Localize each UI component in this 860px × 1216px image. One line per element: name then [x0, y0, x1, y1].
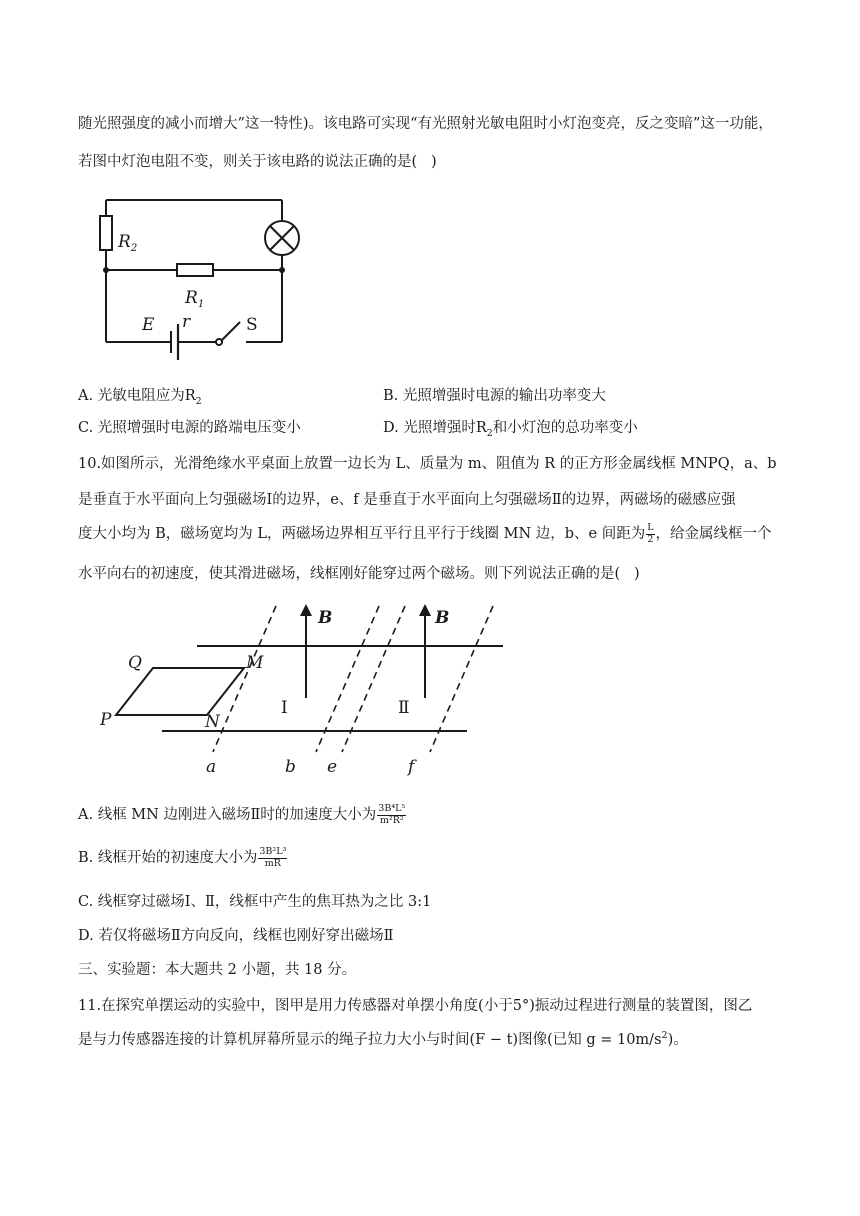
q9-option-a: A. 光敏电阻应为$R_2$ [78, 388, 202, 407]
q9-option-d: D. 光照增强时$R_2$和小灯泡的总功率变小 [383, 420, 638, 439]
q10-line-4: 水平向右的初速度，使其滑进磁场，线框刚好能穿过两个磁场。则下列说法正确的是( ) [78, 566, 640, 582]
vertex-q-label: Q [128, 653, 142, 673]
r2-label: $R_2$ [118, 232, 138, 254]
boundary-a-label: a [206, 757, 217, 777]
b-arrow-1-icon [300, 604, 312, 616]
q10-line-2: 是垂直于水平面向上匀强磁场Ⅰ的边界，e、f 是垂直于水平面向上匀强磁场Ⅱ的边界，两磁场的磁感应强 [78, 492, 736, 508]
section-3-heading: 三、实验题：本大题共 2 小题，共 18 分。 [78, 962, 357, 978]
q10-option-c: C. 线框穿过磁场Ⅰ、Ⅱ，线框中产生的焦耳热为之比 3:1 [78, 894, 432, 910]
q10-fraction: $\frac{L}{2}$ [647, 521, 654, 545]
q10-option-a: A. 线框 MN 边刚进入磁场Ⅱ时的加速度大小为 $\frac{\text{3B⁴L⁵}}{\text{m²R²}}$ [78, 802, 406, 826]
b-arrow-2-icon [419, 604, 431, 616]
boundary-e-label: e [327, 757, 338, 777]
field-b-label-2: B [435, 608, 450, 628]
boundary-b-label: b [285, 757, 296, 777]
region-2-label: Ⅱ [398, 698, 410, 718]
vertex-p-label: P [100, 710, 112, 730]
q10-option-b: B. 线框开始的初速度大小为 $\frac{\text{3B²L³}}{mR}$ [78, 845, 287, 869]
r1-label: $R_1$ [185, 288, 205, 310]
vertex-m-label: M [246, 653, 264, 673]
intro-line-1: 随光照强度的减小而增大”这一特性)。该电路可实现“有光照射光敏电阻时小灯泡变亮，反之变暗”这一功能， [78, 116, 773, 132]
q9-option-b: B. 光照增强时电源的输出功率变大 [383, 388, 606, 404]
square-frame [116, 668, 244, 715]
q10-option-d: D. 若仅将磁场Ⅱ方向反向，线框也刚好穿出磁场Ⅱ [78, 928, 394, 944]
boundary-f-label: f [408, 757, 415, 777]
field-b-label-1: B [318, 608, 333, 628]
q10-line-3: 度大小均为 B，磁场宽均为 L，两磁场边界相互平行且平行于线圈 MN 边，b、e 间距为 $\frac{L}{2}$ ，给金属线框一个 [78, 521, 772, 545]
q11-line-1: 11.在探究单摆运动的实验中，图甲是用力传感器对单摆小角度(小于5°)振动过程进行测量的装置图，图乙 [78, 998, 753, 1014]
q9-option-c: C. 光照增强时电源的路端电压变小 [78, 420, 301, 436]
q10-line-1: 10.如图所示，光滑绝缘水平桌面上放置一边长为 L、质量为 m、阻值为 R 的正方形金属线框 MNPQ，a、b [78, 456, 777, 472]
vertex-n-label: N [205, 712, 220, 732]
switch-label: S [246, 315, 258, 335]
internal-resistance-label: r [182, 312, 191, 332]
q11-line-2: 是与力传感器连接的计算机屏幕所显示的绳子拉力大小与时间(F − t)图像(已知 $g = 10m/s^2$)。 [78, 1030, 688, 1048]
region-1-label: Ⅰ [281, 698, 288, 718]
emf-label: E [142, 315, 155, 335]
intro-line-2: 若图中灯泡电阻不变，则关于该电路的说法正确的是( ) [78, 154, 437, 170]
